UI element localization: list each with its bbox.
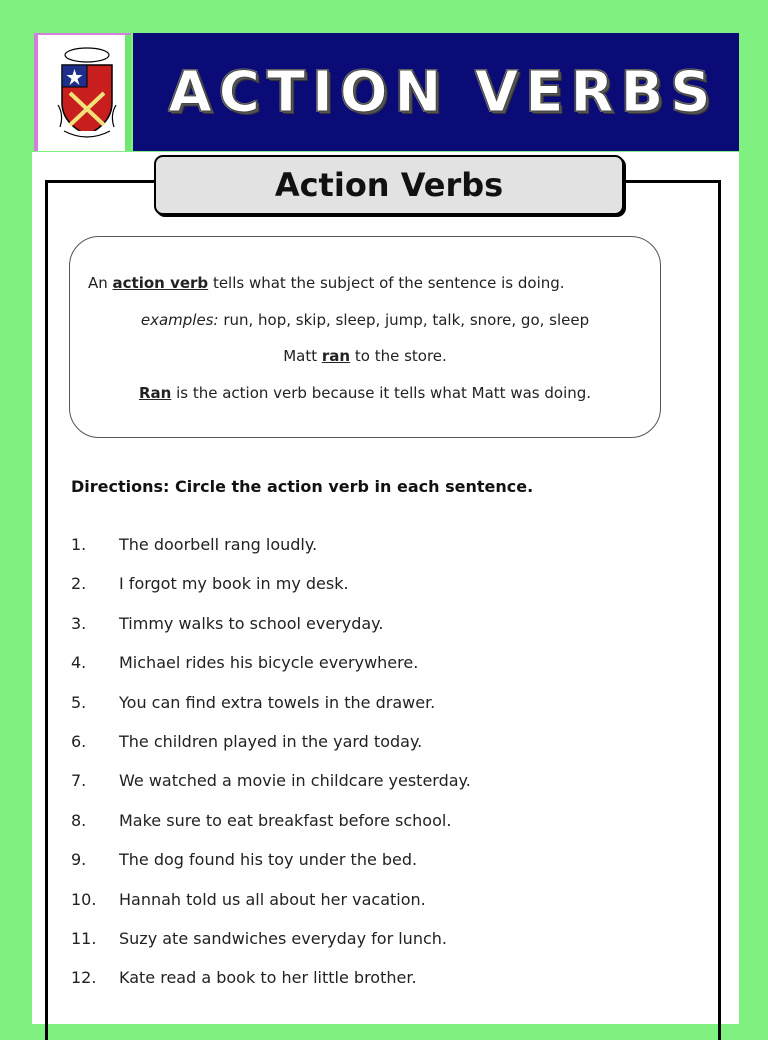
example-sentence-verb: ran bbox=[321, 347, 351, 365]
item-sentence[interactable]: The dog found his toy under the bed. bbox=[119, 850, 418, 870]
list-item bbox=[71, 771, 471, 810]
sentence-list bbox=[71, 535, 471, 1008]
list-item bbox=[71, 850, 471, 889]
definition-box bbox=[69, 236, 661, 438]
worksheet-title-tab bbox=[154, 155, 624, 215]
item-number: 10. bbox=[71, 889, 97, 909]
list-item bbox=[71, 890, 471, 929]
example-sentence-suffix: to the store. bbox=[350, 347, 447, 365]
list-item bbox=[71, 574, 471, 613]
list-item bbox=[71, 653, 471, 692]
list-item bbox=[71, 929, 471, 968]
item-sentence[interactable]: Make sure to eat breakfast before school. bbox=[119, 810, 452, 830]
item-number: 5. bbox=[71, 692, 87, 712]
banner-title: ACTION VERBS bbox=[168, 59, 718, 125]
item-sentence[interactable]: The doorbell rang loudly. bbox=[119, 535, 318, 554]
item-number: 8. bbox=[71, 810, 87, 830]
examples-label: examples: bbox=[140, 311, 219, 329]
list-item bbox=[71, 535, 471, 574]
directions-text: Directions: Circle the action verb in each sentence. bbox=[71, 477, 534, 496]
examples-line bbox=[70, 311, 660, 329]
list-item bbox=[71, 693, 471, 732]
explanation-verb: Ran bbox=[138, 384, 172, 402]
item-number: 12. bbox=[71, 968, 97, 988]
example-sentence bbox=[70, 347, 660, 365]
item-sentence[interactable]: Suzy ate sandwiches everyday for lunch. bbox=[119, 928, 447, 948]
item-number: 2. bbox=[71, 574, 87, 594]
item-sentence[interactable]: Michael rides his bicycle everywhere. bbox=[119, 653, 419, 673]
item-sentence[interactable]: We watched a movie in childcare yesterday. bbox=[119, 771, 471, 791]
logo-panel bbox=[34, 33, 131, 151]
item-sentence[interactable]: Hannah told us all about her vacation. bbox=[119, 889, 426, 909]
item-number: 9. bbox=[71, 850, 87, 870]
list-item bbox=[71, 968, 471, 1007]
school-crest-icon bbox=[56, 45, 118, 143]
explanation-line bbox=[70, 384, 660, 402]
item-sentence[interactable]: Kate read a book to her little brother. bbox=[119, 968, 417, 988]
list-item bbox=[71, 614, 471, 653]
item-sentence[interactable]: The children played in the yard today. bbox=[119, 731, 423, 751]
item-number: 7. bbox=[71, 771, 87, 791]
item-number: 4. bbox=[71, 653, 87, 673]
examples-text: run, hop, skip, sleep, jump, talk, snore, go, sleep bbox=[218, 311, 590, 329]
definition-line bbox=[88, 274, 565, 292]
example-sentence-prefix: Matt bbox=[283, 347, 322, 365]
definition-term: action verb bbox=[112, 274, 209, 292]
item-number: 11. bbox=[71, 928, 97, 948]
item-number: 6. bbox=[71, 731, 87, 751]
item-sentence[interactable]: You can find extra towels in the drawer. bbox=[119, 692, 436, 712]
logo-panel-edge bbox=[125, 35, 131, 151]
item-number: 1. bbox=[71, 535, 87, 554]
item-sentence[interactable]: I forgot my book in my desk. bbox=[119, 574, 349, 594]
definition-prefix: An bbox=[88, 274, 113, 292]
list-item bbox=[71, 732, 471, 771]
header-banner bbox=[133, 33, 739, 151]
explanation-suffix: is the action verb because it tells what Matt was doing. bbox=[171, 384, 592, 402]
list-item bbox=[71, 811, 471, 850]
definition-suffix: tells what the subject of the sentence is doing. bbox=[208, 274, 565, 292]
item-number: 3. bbox=[71, 613, 87, 633]
worksheet-title: Action Verbs bbox=[274, 166, 504, 204]
item-sentence[interactable]: Timmy walks to school everyday. bbox=[119, 613, 384, 633]
